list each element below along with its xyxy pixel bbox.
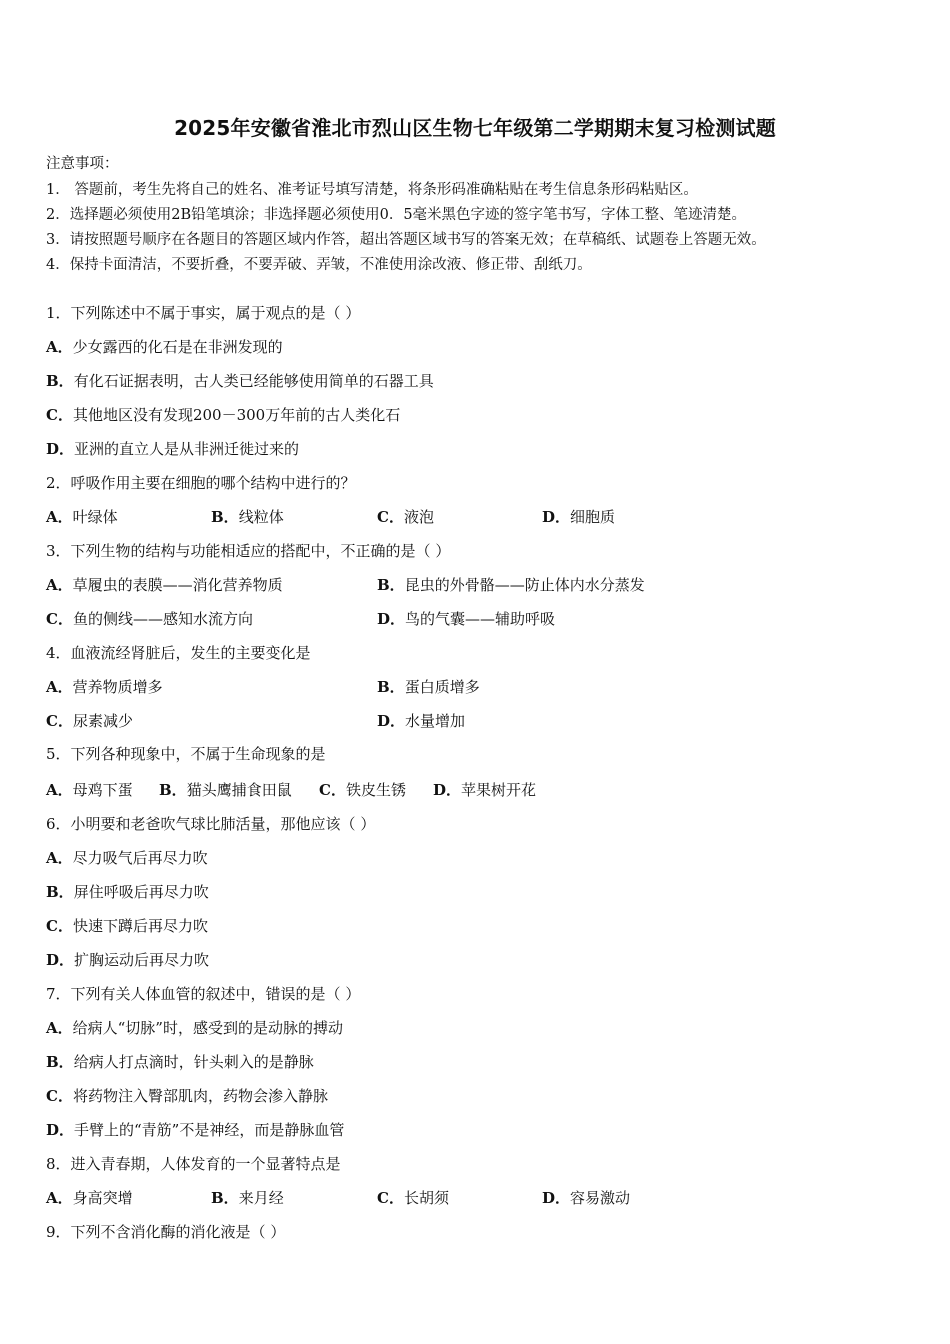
option-text: 尿素减少 [72, 712, 133, 730]
option-text: 其他地区没有发现200－300万年前的古人类化石 [72, 406, 401, 424]
option-text: 鱼的侧线——感知水流方向 [72, 610, 253, 628]
option [46, 710, 133, 731]
option-label: C． [377, 1189, 404, 1207]
option-text: 铁皮生锈 [345, 781, 406, 799]
option-text: 线粒体 [238, 508, 284, 526]
option-text: 苹果树开花 [461, 781, 537, 799]
option-label: C． [377, 508, 404, 526]
option-label: A． [46, 678, 73, 696]
option-label: A． [46, 781, 73, 799]
option [211, 1187, 284, 1208]
notice-item: 3．请按照题号顺序在各题目的答题区域内作答，超出答题区域书写的答案无效；在草稿纸、试题卷上答题无效。 [46, 232, 766, 248]
option-text: 营养物质增多 [72, 678, 163, 696]
option [46, 779, 133, 800]
option-label: C． [46, 917, 73, 935]
notice-heading: 注意事项： [46, 156, 119, 172]
option [46, 1187, 133, 1208]
option-label: C． [46, 1087, 73, 1105]
option-label: D． [46, 951, 75, 969]
page-title: 2025年安徽省淮北市烈山区生物七年级第二学期期末复习检测试题 [174, 116, 776, 140]
option [377, 608, 555, 629]
option [377, 506, 434, 527]
option-text: 蛋白质增多 [404, 678, 480, 696]
option-text: 快速下蹲后再尽力吹 [72, 917, 208, 935]
option-label: A． [46, 849, 73, 867]
option [377, 574, 645, 595]
option-label: A． [46, 508, 73, 526]
option [377, 1187, 449, 1208]
option [211, 506, 284, 527]
option-text: 扩胸运动后再尽力吹 [74, 951, 210, 969]
option-text: 长胡须 [403, 1189, 449, 1207]
option-label: B． [46, 372, 74, 390]
question-stem: 5．下列各种现象中，不属于生命现象的是 [46, 745, 326, 763]
option [46, 1119, 344, 1140]
option-text: 将药物注入臀部肌肉，药物会渗入静脉 [72, 1087, 328, 1105]
notice-item: 4．保持卡面清洁，不要折叠，不要弄破、弄皱，不准使用涂改液、修正带、刮纸刀。 [46, 257, 592, 273]
option [46, 1085, 328, 1106]
option-label: D． [46, 1121, 75, 1139]
question-stem: 6．小明要和老爸吹气球比肺活量，那他应该（ ） [46, 815, 376, 833]
option-label: C． [46, 712, 73, 730]
option [46, 949, 209, 970]
option [46, 881, 209, 902]
question-stem: 1．下列陈述中不属于事实，属于观点的是（ ） [46, 304, 361, 322]
option-text: 昆虫的外骨骼——防止体内水分蒸发 [404, 576, 645, 594]
option-label: B． [377, 678, 405, 696]
option [46, 404, 400, 425]
option [46, 370, 434, 391]
option-text: 屏住呼吸后再尽力吹 [73, 883, 209, 901]
question-stem: 4．血液流经肾脏后，发生的主要变化是 [46, 644, 311, 662]
option [46, 574, 283, 595]
option-label: C． [46, 406, 73, 424]
option [159, 779, 292, 800]
option-text: 猫头鹰捕食田鼠 [186, 781, 292, 799]
option [377, 710, 465, 731]
option-text: 细胞质 [570, 508, 616, 526]
option-text: 液泡 [403, 508, 434, 526]
option [46, 438, 299, 459]
option-label: C． [319, 781, 346, 799]
question-stem: 2．呼吸作用主要在细胞的哪个结构中进行的？ [46, 474, 356, 492]
option [46, 676, 163, 697]
option-text: 草履虫的表膜——消化营养物质 [72, 576, 283, 594]
option-text: 容易激动 [570, 1189, 631, 1207]
option-text: 给病人“切脉”时，感受到的是动脉的搏动 [72, 1019, 343, 1037]
option-label: D． [377, 610, 406, 628]
option-label: A． [46, 1019, 73, 1037]
option-text: 亚洲的直立人是从非洲迁徙过来的 [74, 440, 300, 458]
option-label: B． [211, 1189, 239, 1207]
option-label: D． [377, 712, 406, 730]
option [319, 779, 406, 800]
option-label: D． [433, 781, 462, 799]
question-stem: 3．下列生物的结构与功能相适应的搭配中，不正确的是（ ） [46, 542, 451, 560]
question-stem: 8．进入青春期，人体发育的一个显著特点是 [46, 1155, 341, 1173]
notice-item: 1． 答题前，考生先将自己的姓名、准考证号填写清楚，将条形码准确粘贴在考生信息条形码粘贴区。 [46, 182, 698, 198]
option-label: B． [46, 1053, 74, 1071]
option [377, 676, 480, 697]
option-text: 尽力吸气后再尽力吹 [72, 849, 208, 867]
notice-item: 2．选择题必须使用2B铅笔填涂；非选择题必须使用0．5毫米黑色字迹的签字笔书写，字体工整、笔迹清楚。 [46, 207, 747, 223]
option-text: 母鸡下蛋 [72, 781, 133, 799]
option [46, 336, 283, 357]
option-label: A． [46, 576, 73, 594]
option-text: 少女露西的化石是在非洲发现的 [72, 338, 283, 356]
option-text: 水量增加 [405, 712, 466, 730]
option-label: A． [46, 338, 73, 356]
option [46, 915, 208, 936]
option [433, 779, 536, 800]
option [46, 1051, 314, 1072]
option-label: A． [46, 1189, 73, 1207]
option-text: 给病人打点滴时，针头刺入的是静脉 [73, 1053, 314, 1071]
option-label: C． [46, 610, 73, 628]
option-label: B． [377, 576, 405, 594]
option [46, 506, 118, 527]
question-stem: 9．下列不含消化酶的消化液是（ ） [46, 1223, 286, 1241]
option-label: D． [542, 1189, 571, 1207]
option [46, 608, 253, 629]
option-text: 叶绿体 [72, 508, 118, 526]
option-label: B． [211, 508, 239, 526]
option-label: B． [46, 883, 74, 901]
option-label: D． [46, 440, 75, 458]
option [542, 1187, 630, 1208]
option-text: 手臂上的“青筋”不是神经，而是静脉血管 [74, 1121, 345, 1139]
option-label: B． [159, 781, 187, 799]
question-stem: 7．下列有关人体血管的叙述中，错误的是（ ） [46, 985, 361, 1003]
option [542, 506, 615, 527]
option-text: 有化石证据表明，古人类已经能够使用简单的石器工具 [73, 372, 434, 390]
option-text: 身高突增 [72, 1189, 133, 1207]
option [46, 1017, 343, 1038]
option-text: 来月经 [238, 1189, 284, 1207]
option [46, 847, 208, 868]
option-text: 鸟的气囊——辅助呼吸 [405, 610, 556, 628]
option-label: D． [542, 508, 571, 526]
